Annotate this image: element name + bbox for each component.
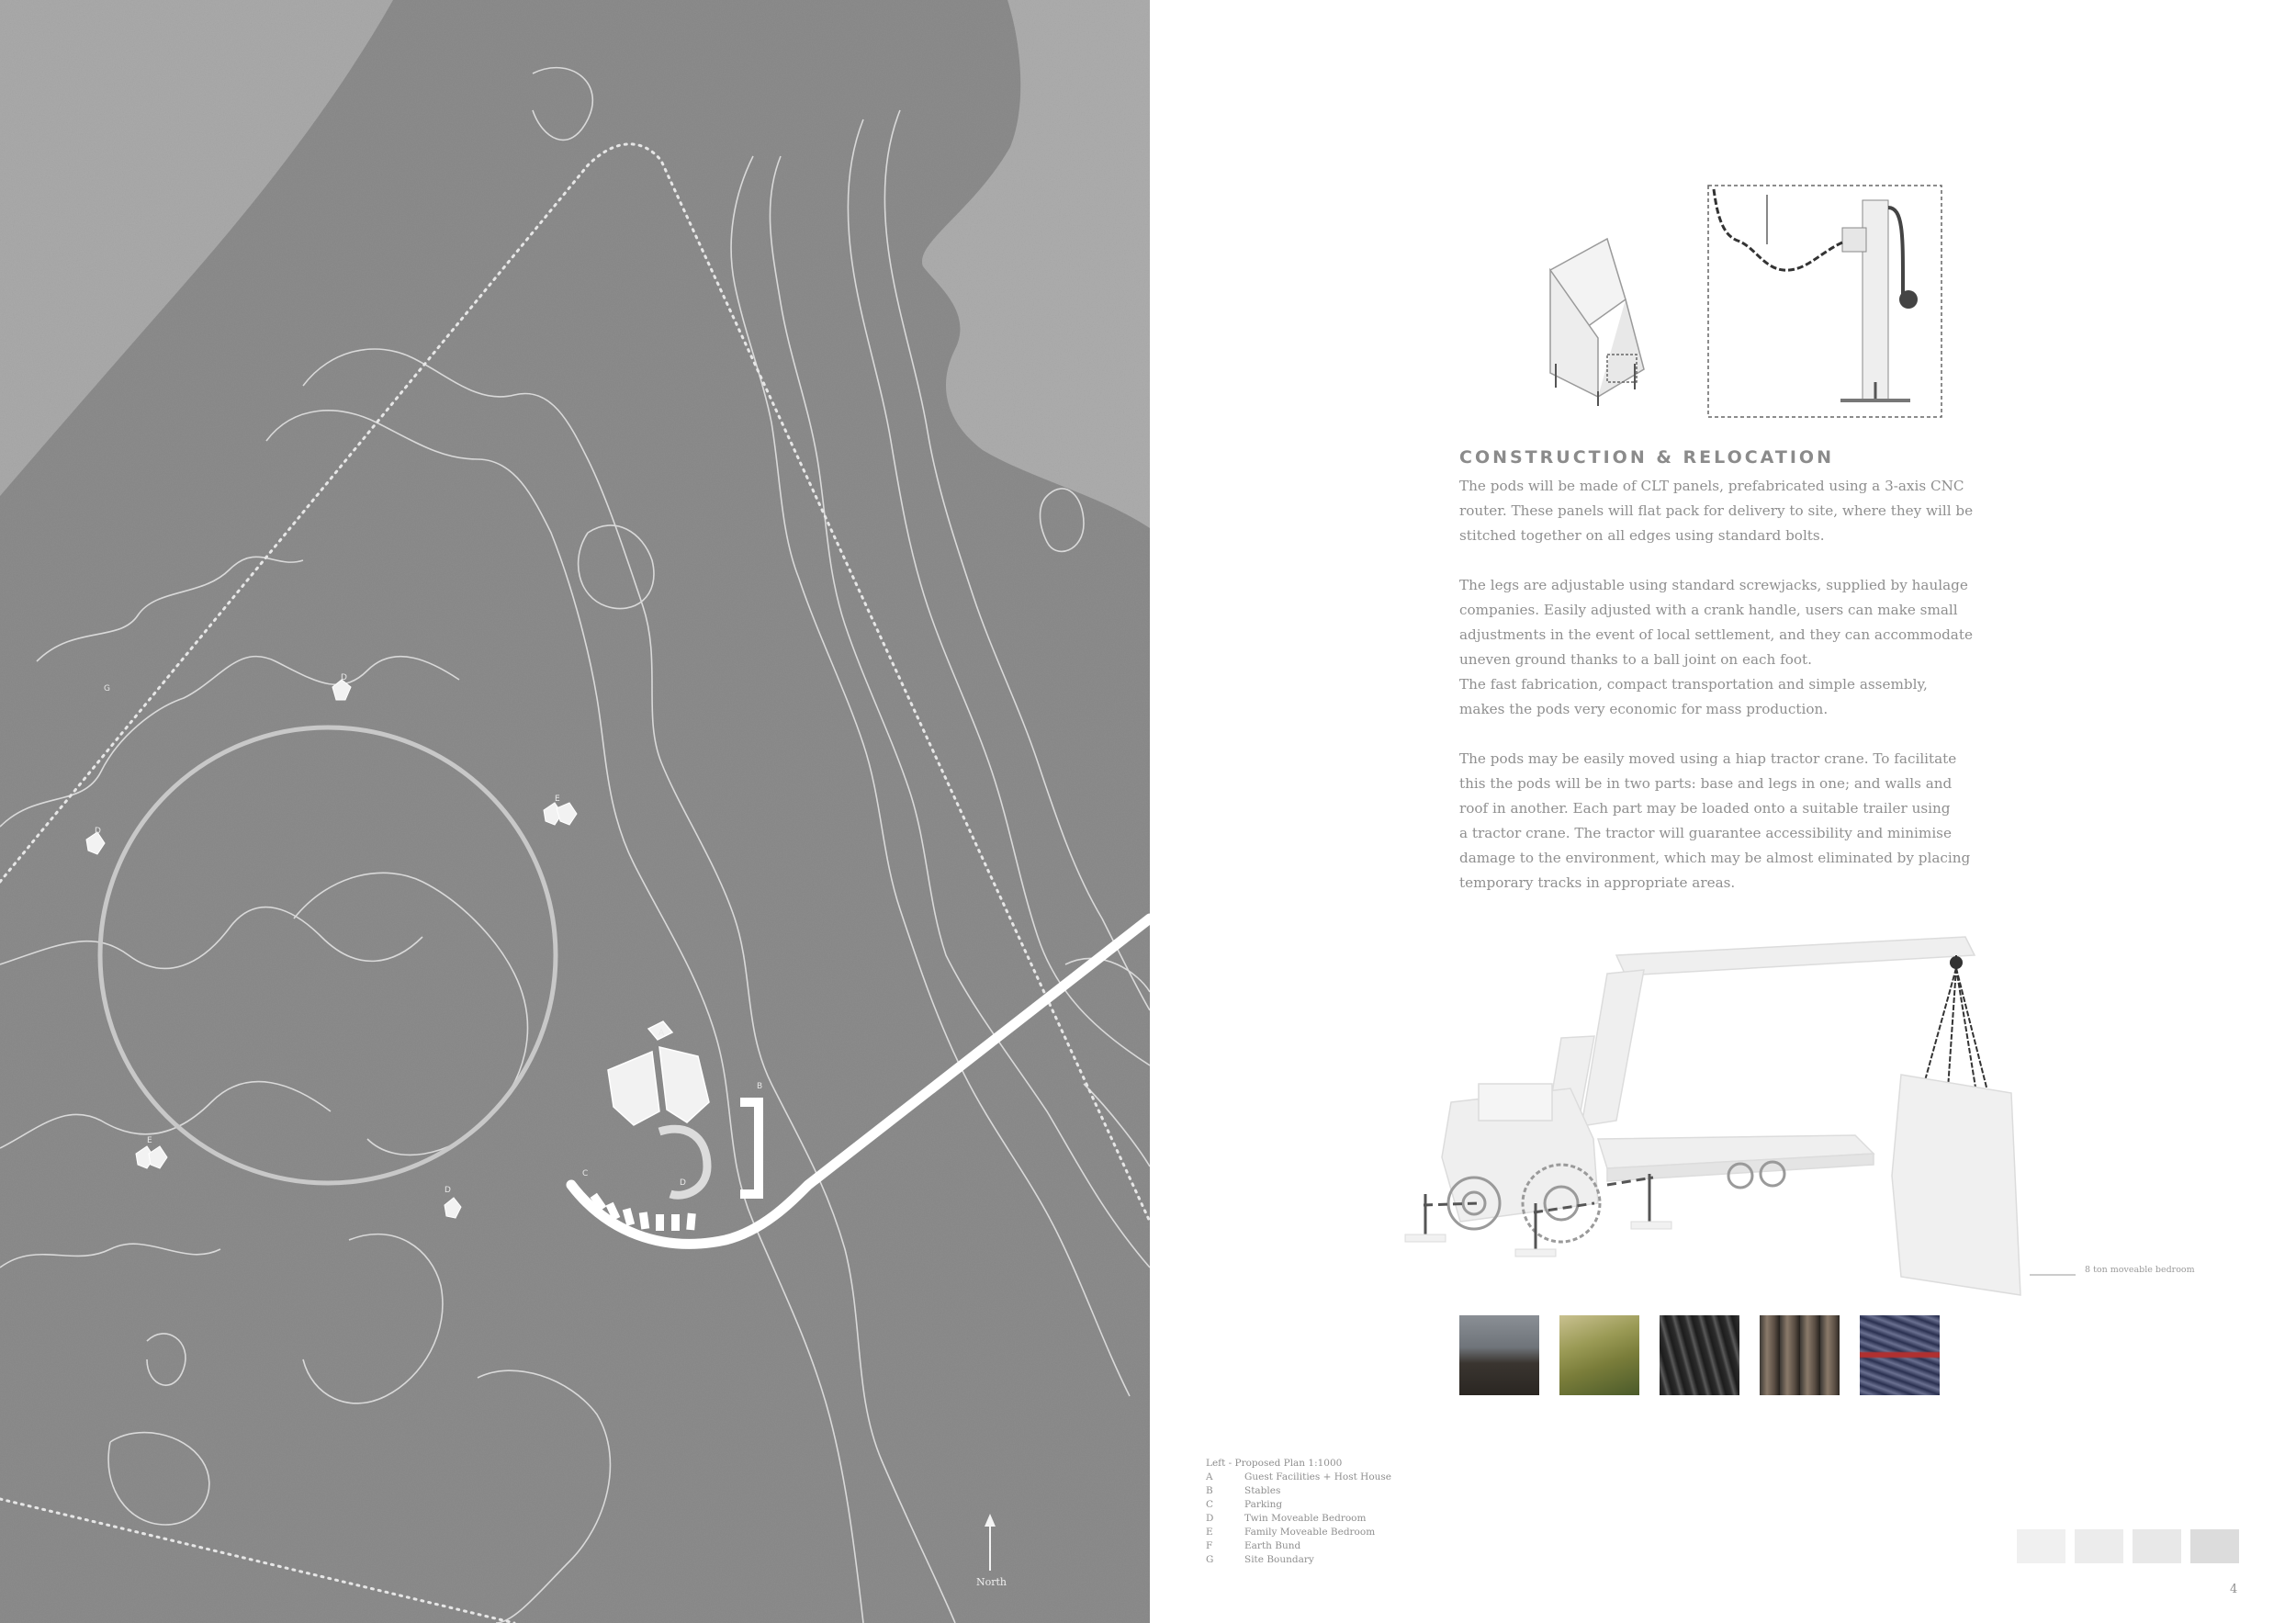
green-valley-thumbnail — [1559, 1315, 1639, 1395]
dark-texture-thumbnail — [1660, 1315, 1739, 1395]
letter-a: A — [658, 1029, 665, 1038]
letter-e-east: E — [555, 795, 560, 804]
swatch-4 — [2190, 1529, 2239, 1563]
legend-key: C — [1206, 1499, 1214, 1510]
screwjack-sketch — [1708, 186, 1941, 417]
page-number: 4 — [2230, 1583, 2238, 1596]
swatch-1 — [2017, 1529, 2065, 1563]
legend-label: Stables — [1244, 1485, 1281, 1496]
letter-c: C — [582, 1169, 589, 1178]
section-heading: CONSTRUCTION & RELOCATION — [1459, 447, 1834, 468]
swatch-2 — [2075, 1529, 2123, 1563]
legend-row — [1206, 1512, 1391, 1526]
legend-key: F — [1206, 1540, 1213, 1551]
paragraph-construction: The pods will be made of CLT panels, prefabricated using a 3-axis CNC router. These panels will flat pack for delivery to site, where they will be stitched together on all edges using standard bolts. — [1459, 478, 1974, 544]
legend-label: Earth Bund — [1244, 1540, 1301, 1551]
letter-d-north: D — [341, 673, 347, 682]
screwjack-detail-diagram — [1543, 180, 1947, 428]
legend-row — [1206, 1553, 1391, 1567]
legend-key: D — [1206, 1513, 1214, 1524]
legend-row — [1206, 1539, 1391, 1553]
letter-b: B — [757, 1082, 763, 1091]
legend-row — [1206, 1484, 1391, 1498]
north-label: North — [976, 1576, 1007, 1588]
paragraph-relocation: The pods may be easily moved using a hiap tractor crane. To facilitate this the pods will be in two parts: base and legs in one; and walls and roof in another. Each part may be loaded onto a suitable trailer using a tractor crane. The tractor will guarantee accessibility and minimise damage to the environment, which may be almost eliminated by placing temporary tracks in appropriate areas. — [1459, 750, 1971, 891]
legend-row — [1206, 1471, 1391, 1484]
pod-sketch — [1550, 239, 1644, 406]
swatch-3 — [2133, 1529, 2181, 1563]
legend-key: B — [1206, 1485, 1213, 1496]
letter-e-west: E — [147, 1136, 152, 1145]
legend-key: A — [1206, 1471, 1213, 1482]
lifted-pod — [1892, 1075, 2020, 1295]
tractor-crane-illustration — [1378, 928, 2204, 1304]
legend-row — [1206, 1526, 1391, 1539]
legend-label: Guest Facilities + Host House — [1244, 1471, 1392, 1482]
letter-g: G — [104, 684, 110, 693]
legend-label: Family Moveable Bedroom — [1244, 1527, 1376, 1538]
letter-d-center: D — [680, 1178, 686, 1188]
legend-row — [1206, 1498, 1391, 1512]
crane-pod-label: 8 ton moveable bedroom — [2085, 1265, 2195, 1275]
legend-label: Site Boundary — [1244, 1554, 1314, 1565]
legend-label: Parking — [1244, 1499, 1283, 1510]
legend-key: G — [1206, 1554, 1214, 1565]
legend-key: E — [1206, 1527, 1213, 1538]
plan-legend — [1206, 1458, 1391, 1567]
letter-d-south: D — [445, 1186, 451, 1195]
blue-rods-thumbnail — [1860, 1315, 1940, 1395]
paragraph-legs: The legs are adjustable using standard screwjacks, supplied by haulage companies. Easily adjusted with a crank handle, users can make small adjustments in the event of local settlement, and they can accommodate uneven ground thanks to a ball joint on each foot. The fast fabrication, compact transportation and simple assembly, makes the pods very economic for mass production. — [1459, 577, 1973, 717]
rock-outcrop-thumbnail — [1459, 1315, 1539, 1395]
rock-columns-thumbnail — [1760, 1315, 1840, 1395]
letter-d-west: D — [95, 827, 101, 836]
legend-label: Twin Moveable Bedroom — [1244, 1513, 1367, 1524]
legend-title: Left - Proposed Plan 1:1000 — [1206, 1458, 1343, 1469]
body-text — [1459, 474, 1974, 896]
